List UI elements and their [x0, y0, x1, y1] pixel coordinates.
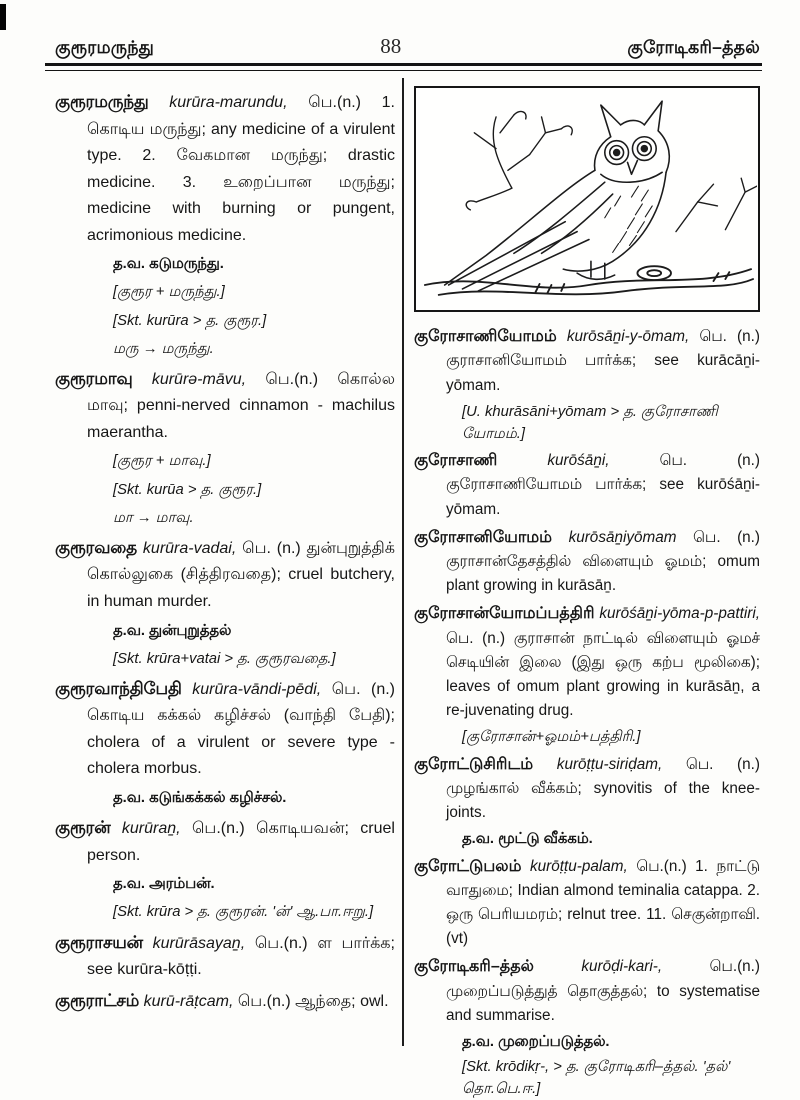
headword: குரோட்டுசிரிடம் [414, 754, 534, 773]
page-number: 88 [380, 34, 402, 58]
headword: குரூரமருந்து [55, 92, 149, 111]
dictionary-entry [414, 954, 760, 1028]
transliteration: kurōsāṉiyōmam [568, 528, 677, 546]
definition: குரோசாணியோமம் பார்க்க; see kurōśāṉi-yōmam. [446, 476, 760, 518]
part-of-speech: பெ. (n.) [685, 755, 760, 773]
etymology-note: [Skt. krōdikṛ-, > த. குரோடிகரி–த்தல். 'தல்' தொ.பெ.ஈ.] [462, 1059, 731, 1098]
dictionary-entry [55, 88, 395, 249]
part-of-speech: பெ. (n.) [331, 680, 396, 698]
definition: 1. நாட்டு வாதுமை; Indian almond teminalia catappa. 2. ஒரு பெரியமரம்; relnut tree. 11. செகுன்றாவி. (vt) [446, 857, 760, 948]
transliteration: kurūrə-māvu, [151, 370, 247, 388]
definition: கொடியவன்; cruel person. [87, 820, 395, 864]
dictionary-entry [414, 448, 760, 522]
etymology-note: [குரோசான்+ஓமம்+பத்திரி.] [462, 729, 641, 746]
tamil-equivalent-note: த.வ. கடுங்கக்கல் கழிச்சல். [113, 790, 287, 807]
dictionary-entry [414, 525, 760, 599]
guide-word-right: குரோடிகரி–த்தல் [627, 37, 760, 57]
transliteration: kurōṭṭu-siriḍam, [556, 755, 663, 773]
dictionary-entry [414, 854, 760, 952]
etymology-note: [குரூர + மருந்து.] [113, 284, 225, 301]
tamil-equivalent-note: த.வ. மூட்டு வீக்கம். [462, 831, 593, 848]
dictionary-entry [414, 324, 760, 398]
definition: குராசான்தேசத்தில் விளையும் ஓமம்; omum plant growing in kurāsāṉ. [446, 553, 760, 595]
definition: 1. கொடிய மருந்து; any medicine of a virulent type. 2. வேகமான மருந்து; drastic medicine. 3. உறைப்பான மருந்து; medicine with burning or pungent, acrimonious medicine. [87, 94, 395, 244]
tamil-equivalent-note: த.வ. கடுமருந்து. [113, 256, 224, 273]
headword: குரோசான்யோமப்பத்திரி [414, 604, 595, 623]
headword: குரூரன் [55, 818, 111, 838]
dictionary-entry [414, 752, 760, 826]
transliteration: kurū-rāṭcam, [143, 992, 234, 1010]
owl-illustration [414, 86, 760, 312]
left-column [55, 88, 395, 1018]
part-of-speech: பெ. (n.) [446, 629, 506, 647]
definition: துன்புறுத்திக் கொல்லுகை (சித்திரவதை); cruel butchery, in human murder. [87, 539, 396, 610]
part-of-speech: பெ.(n.) [636, 857, 687, 875]
header-rule [45, 63, 762, 71]
dictionary-entry [55, 987, 395, 1016]
etymology-note: மா → மாவு. [113, 509, 194, 526]
headword: குரோசானியோமம் [414, 527, 553, 546]
part-of-speech: பெ.(n.) [308, 94, 361, 111]
transliteration: kurōḍi-kari-, [581, 958, 663, 976]
part-of-speech: பெ.(n.) [237, 992, 291, 1010]
transliteration: kurūra-vadai, [142, 539, 237, 557]
headword: குரூராட்சம் [55, 990, 140, 1010]
definition: முழங்கால் வீக்கம்; synovitis of the knee-joints. [446, 780, 760, 822]
etymology-note: [Skt. krūra+vatai > த. குரூரவதை.] [113, 650, 336, 667]
part-of-speech: பெ. (n.) [242, 539, 301, 557]
part-of-speech: பெ.(n.) [191, 820, 245, 838]
transliteration: kurōṭṭu-palam, [529, 857, 628, 875]
headword: குரோடிகரி–த்தல் [414, 957, 534, 976]
part-of-speech: பெ. (n.) [699, 328, 760, 345]
headword: குரூரமாவு [55, 368, 133, 388]
part-of-speech: பெ.(n.) [265, 370, 319, 388]
etymology-note: [U. khurāsāni+yōmam > த. குரோசாணி யோமம்.] [462, 403, 718, 442]
part-of-speech: பெ.(n.) [254, 934, 308, 952]
transliteration: kurōsāṉi-y-ōmam, [566, 328, 690, 345]
part-of-speech: பெ. (n.) [659, 452, 761, 470]
etymology-note: [குரூர + மாவு.] [113, 453, 211, 470]
page-header [55, 34, 760, 60]
right-column [414, 84, 760, 1100]
headword: குரோட்டுபலம் [414, 856, 522, 875]
transliteration: kurūra-vāndi-pēdi, [192, 680, 322, 698]
part-of-speech: பெ.(n.) [709, 958, 761, 976]
transliteration: kurōśāṉi-yōma-p-pattiri, [599, 605, 760, 623]
etymology-note: [Skt. krūra > த. குரூரன். 'ன்' ஆ.பா.ஈறு.] [113, 904, 374, 921]
transliteration: kurūraṉ, [121, 820, 181, 838]
etymology-note: [Skt. kurūra > த. குரூர.] [113, 312, 267, 329]
owl-drawing [417, 91, 757, 307]
dictionary-entry [55, 814, 395, 869]
headword: குரோசாணியோமம் [414, 327, 557, 345]
definition: குராசான் நாட்டில் விளையும் ஓமச் செடியின் இலை (இது ஒரு கற்ப மூலிகை); leaves of omum plant growing in kurāsāṉ, a re-juvenating drug. [446, 629, 761, 720]
definition: குராசானியோமம் பார்க்க; see kurācāṉi-yōmam. [446, 352, 760, 394]
dictionary-entry [414, 601, 760, 723]
definition: கொல்ல மாவு; penni-nerved cinnamon - machilus maerantha. [87, 370, 395, 441]
headword: குரூரவாந்திபேதி [55, 678, 182, 698]
dictionary-entry [55, 534, 395, 616]
definition: முறைப்படுத்துத் தொகுத்தல்; to systematise and summarise. [446, 982, 760, 1024]
transliteration: kurūra-marundu, [169, 94, 288, 111]
tamil-equivalent-note: த.வ. துன்புறுத்தல் [113, 622, 232, 639]
dictionary-entry [55, 365, 395, 447]
definition: கொடிய கக்கல் கழிச்சல் (வாந்தி பேதி); cholera of a virulent or severe type - cholera morbus. [87, 707, 395, 778]
dictionary-entry [55, 675, 395, 783]
column-divider [402, 78, 404, 1046]
transliteration: kurūrāsayaṉ, [152, 934, 246, 952]
print-artifact [0, 4, 6, 30]
guide-word-left: குரூரமருந்து [55, 37, 155, 57]
part-of-speech: பெ. (n.) [693, 528, 761, 546]
definition: ஆந்தை; owl. [295, 992, 389, 1010]
headword: குரூராசயன் [55, 932, 143, 952]
transliteration: kurōśāṉi, [547, 452, 610, 470]
tamil-equivalent-note: த.வ. அரம்பன். [113, 876, 215, 893]
etymology-note: மரு → மருந்து. [113, 340, 214, 357]
definition: ள பார்க்க; see kurūra-kōṭṭi. [87, 934, 395, 979]
etymology-note: [Skt. kurūa > த. குரூர.] [113, 481, 262, 498]
dictionary-entry [55, 929, 395, 984]
headword: குரோசாணி [414, 451, 498, 470]
tamil-equivalent-note: த.வ. முறைப்படுத்தல். [462, 1034, 610, 1051]
headword: குரூரவதை [55, 537, 138, 557]
